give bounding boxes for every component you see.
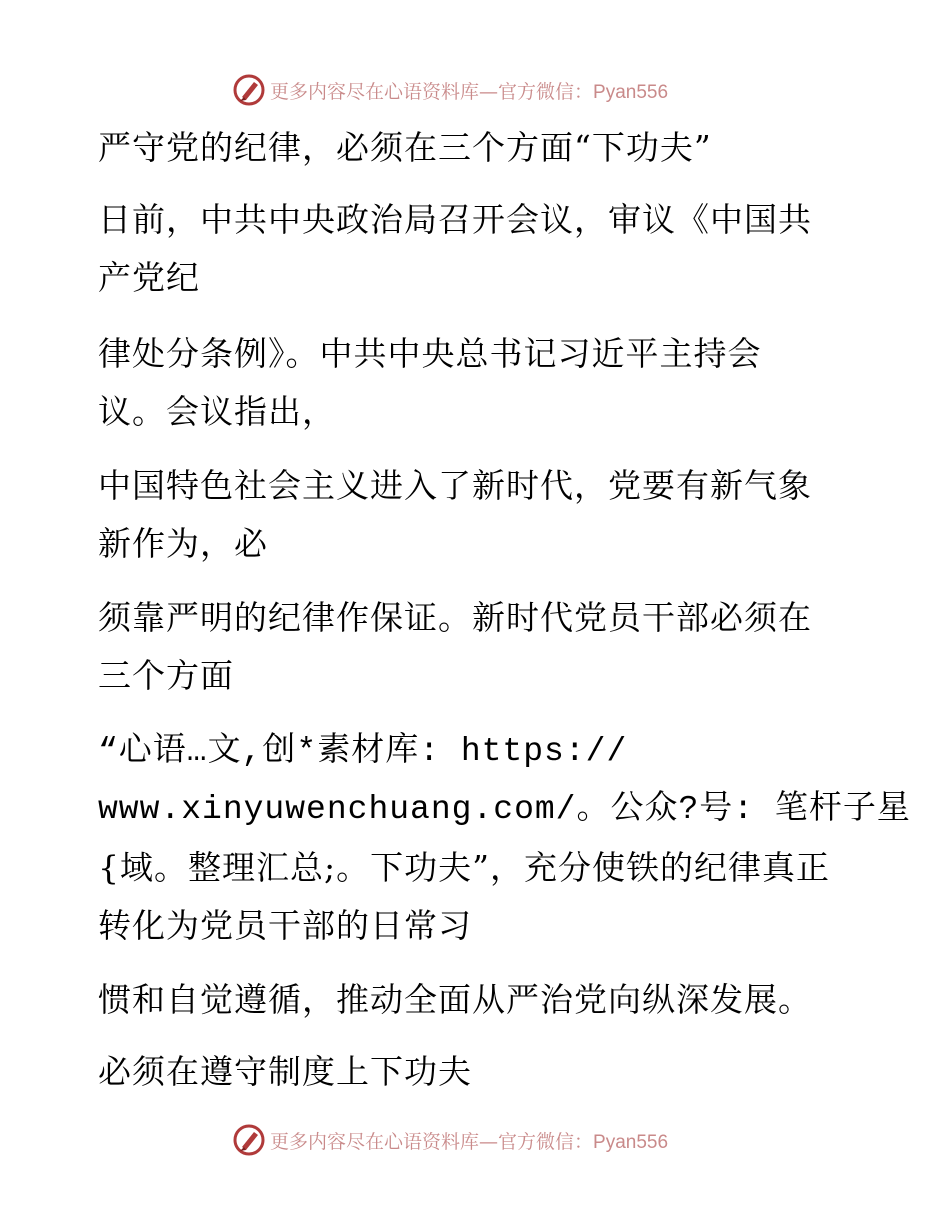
doc-line: {域。整理汇总;。下功夫”，充分使铁的纪律真正 <box>98 848 830 887</box>
doc-line: 三个方面 <box>98 656 234 695</box>
doc-line: 律处分条例》。中共中央总书记习近平主持会 <box>98 334 762 373</box>
watermark-prefix: 更多内容尽在心语资料库 <box>270 80 480 103</box>
doc-line-url: www.xinyuwenchuang.com/。公众?号: 笔杆子星 <box>98 791 911 828</box>
watermark-dash: — <box>479 1130 499 1153</box>
watermark-account-id: Pyan556 <box>593 1131 669 1153</box>
doc-line: 产党纪 <box>98 258 200 297</box>
doc-line: 须靠严明的纪律作保证。新时代党员干部必须在 <box>98 598 812 637</box>
doc-line: 新作为，必 <box>98 524 268 563</box>
doc-section-heading: 必须在遵守制度上下功夫 <box>98 1052 472 1091</box>
header-watermark <box>232 70 752 110</box>
doc-line-url: “心语…文,创*素材库: https:// <box>98 733 628 770</box>
watermark-text <box>270 1127 668 1154</box>
doc-line: 中国特色社会主义进入了新时代，党要有新气象 <box>98 466 812 505</box>
doc-line: 惯和自觉遵循，推动全面从严治党向纵深发展。 <box>98 980 812 1019</box>
watermark-account-label: 官方微信： <box>498 1130 594 1153</box>
footer-watermark <box>232 1120 752 1160</box>
doc-line: 日前，中共中央政治局召开会议，审议《中国共 <box>98 200 812 239</box>
watermark-account-id: Pyan556 <box>593 81 669 103</box>
watermark-text <box>270 77 668 104</box>
watermark-prefix: 更多内容尽在心语资料库 <box>270 1130 480 1153</box>
doc-line: 转化为党员干部的日常习 <box>98 906 472 945</box>
doc-title: 严守党的纪律，必须在三个方面“下功夫” <box>98 128 712 167</box>
seal-pen-icon <box>232 73 266 107</box>
watermark-account-label: 官方微信： <box>498 80 594 103</box>
watermark-dash: — <box>479 80 499 103</box>
seal-pen-icon <box>232 1123 266 1157</box>
doc-line: 议。会议指出， <box>98 392 336 431</box>
